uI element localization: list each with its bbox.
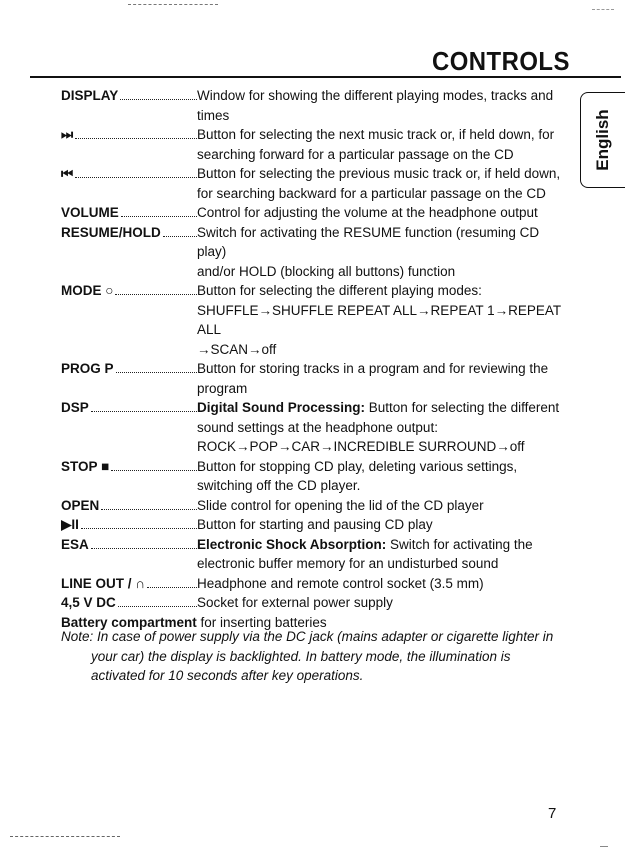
control-entry	[61, 203, 566, 223]
control-description: Button for selecting the previous music track or, if held down, for searching backward for a particular passage on the CD	[197, 166, 561, 201]
battery-term: Battery compartment	[61, 614, 197, 630]
control-term: STOP ■	[61, 458, 110, 474]
control-entry	[61, 281, 566, 359]
previous-track-icon: ⏮	[61, 166, 74, 181]
control-entry	[61, 164, 566, 203]
scan-artifact-bottom	[10, 836, 120, 837]
play-pause-icon: ▶II	[61, 517, 79, 532]
control-term: VOLUME	[61, 205, 119, 220]
control-description: Headphone and remote control socket (3.5 mm)	[197, 575, 484, 591]
dot-leader	[91, 548, 197, 549]
control-term: OPEN	[61, 497, 100, 513]
note-line: your car) the display is backlighted. In battery mode, the illumination is	[91, 648, 511, 664]
control-entry	[61, 515, 566, 535]
control-term: DSP	[61, 400, 89, 415]
control-description: Electronic Shock Absorption: Switch for activating the electronic buffer memory for an undisturbed sound	[197, 536, 533, 571]
control-description: Socket for external power supply	[197, 595, 393, 610]
dot-leader	[81, 528, 197, 529]
control-description: Slide control for opening the lid of the CD player	[197, 497, 484, 513]
language-tab-label: English	[593, 109, 612, 171]
scan-artifact-top-right	[592, 9, 614, 10]
control-entry	[61, 359, 566, 398]
note-line: Note: In case of power supply via the DC jack (mains adapter or cigarette lighter in	[61, 629, 554, 644]
control-term: LINE OUT / ∩	[61, 575, 145, 591]
control-description: Switch for activating the RESUME function (resuming CD play) and/or HOLD (blocking all buttons) function	[197, 224, 540, 279]
dot-leader	[120, 99, 197, 100]
control-entry	[61, 223, 566, 282]
bold-heading: Electronic Shock Absorption:	[197, 536, 387, 552]
control-entry	[61, 496, 566, 516]
control-description: Button for storing tracks in a program and for reviewing the program	[197, 361, 549, 396]
control-description: Button for selecting the different playing modes: SHUFFLE→SHUFFLE REPEAT ALL→REPEAT 1→REPEAT ALL →SCAN→off	[197, 283, 561, 357]
control-term: PROG P	[61, 361, 114, 376]
control-entry	[61, 457, 566, 496]
bold-heading: Digital Sound Processing:	[197, 400, 366, 415]
dot-leader	[115, 294, 197, 295]
dot-leader	[163, 236, 197, 237]
dot-leader	[101, 509, 197, 510]
control-entry	[61, 593, 566, 613]
dot-leader	[75, 138, 197, 139]
dot-leader	[75, 177, 197, 178]
scan-artifact-bottom-right	[600, 846, 608, 847]
dot-leader	[116, 372, 197, 373]
page-title: CONTROLS	[432, 46, 570, 76]
control-term: ESA	[61, 536, 89, 552]
control-description: Control for adjusting the volume at the headphone output	[197, 205, 538, 220]
control-description: Button for starting and pausing CD play	[197, 517, 433, 532]
control-entry	[61, 398, 566, 457]
header-rule	[30, 76, 621, 78]
dot-leader	[147, 587, 197, 588]
controls-list	[61, 86, 566, 632]
control-description: Window for showing the different playing modes, tracks and times	[197, 88, 554, 123]
control-term: 4,5 V DC	[61, 595, 116, 610]
language-tab	[580, 92, 625, 188]
page-number: 7	[548, 805, 557, 822]
control-entry	[61, 86, 566, 125]
battery-description: for inserting batteries	[196, 614, 327, 630]
dot-leader	[118, 606, 197, 607]
control-description: Button for stopping CD play, deleting various settings, switching off the CD player.	[197, 458, 518, 493]
control-entry	[61, 125, 566, 164]
next-track-icon: ⏭	[61, 127, 74, 142]
control-description: Button for selecting the next music track or, if held down, for searching forward for a particular passage on the CD	[197, 127, 555, 162]
control-entry	[61, 574, 566, 594]
note-line: activated for 10 seconds after key operations.	[91, 668, 364, 683]
dot-leader	[121, 216, 197, 217]
control-term: DISPLAY	[61, 88, 119, 103]
dot-leader	[111, 470, 197, 471]
dot-leader	[91, 411, 197, 412]
control-entry	[61, 535, 566, 574]
control-description: Digital Sound Processing: Button for selecting the different sound settings at the headphone output: ROCK→POP→CAR→INCREDIBLE SURROUND→off	[197, 400, 560, 454]
control-term: MODE ○	[61, 283, 114, 298]
scan-artifact-top	[128, 4, 218, 5]
control-term: RESUME/HOLD	[61, 224, 161, 240]
note	[61, 627, 561, 686]
